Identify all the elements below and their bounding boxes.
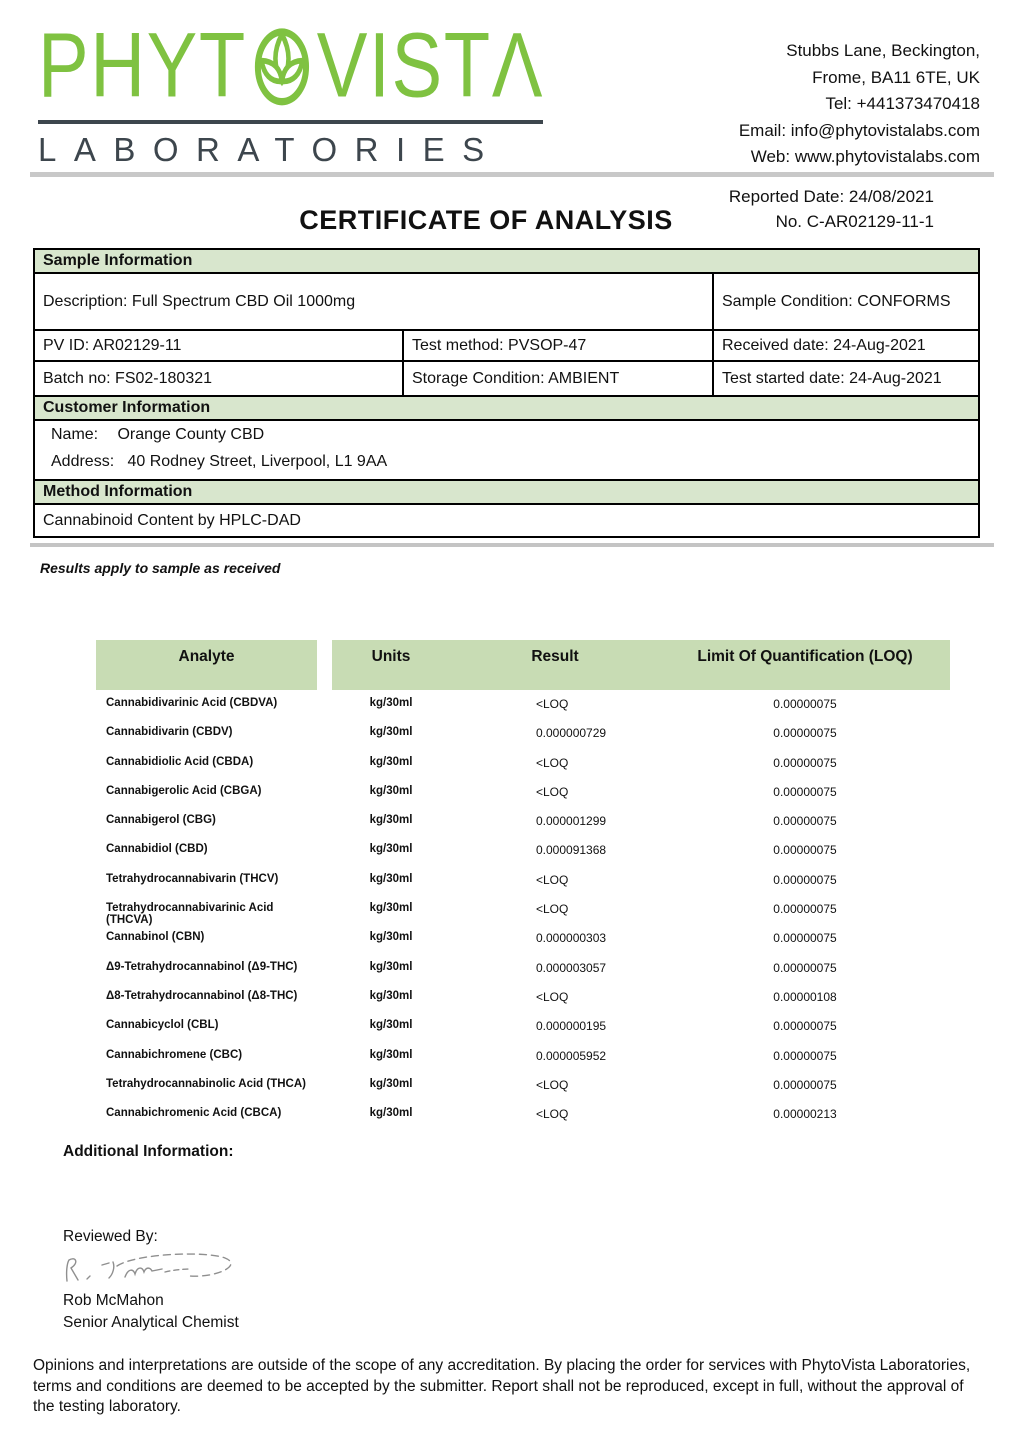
analyte-cell: Cannabidivarin (CBDV) bbox=[106, 726, 233, 739]
loq-cell: 0.00000075 bbox=[773, 784, 837, 799]
row-gap bbox=[317, 961, 332, 990]
report-number: No. C-AR02129-11-1 bbox=[775, 212, 934, 231]
loq-cell: 0.00000075 bbox=[773, 902, 837, 917]
analyte-cell: Tetrahydrocannabivarin (THCV) bbox=[106, 872, 279, 885]
loq-cell: 0.00000075 bbox=[773, 872, 837, 887]
loq-cell: 0.00000075 bbox=[773, 1077, 837, 1092]
loq-cell: 0.00000075 bbox=[773, 755, 837, 770]
loq-cell: 0.00000075 bbox=[773, 931, 837, 946]
header-divider bbox=[30, 172, 994, 177]
info-tables bbox=[33, 248, 978, 538]
row-gap bbox=[317, 756, 332, 785]
units-cell: kg/30ml bbox=[369, 960, 413, 973]
units-cell: kg/30ml bbox=[369, 1107, 413, 1120]
loq-cell: 0.00000075 bbox=[773, 697, 837, 711]
customer-address-label: Address: bbox=[51, 453, 115, 470]
row-gap bbox=[317, 1107, 332, 1136]
row-gap bbox=[317, 931, 332, 960]
logo-wordmark bbox=[38, 13, 544, 117]
customer-address-value: 40 Rodney Street, Liverpool, L1 9AA bbox=[127, 453, 388, 470]
signature-block bbox=[63, 1228, 252, 1332]
header-gap bbox=[317, 640, 332, 690]
row-gap bbox=[317, 1049, 332, 1078]
loq-cell: 0.00000075 bbox=[773, 1019, 837, 1034]
row-gap bbox=[317, 785, 332, 814]
row-gap bbox=[317, 902, 332, 931]
units-cell: kg/30ml bbox=[369, 843, 413, 856]
analyte-cell: Cannabichromenic Acid (CBCA) bbox=[106, 1107, 282, 1120]
disclaimer-line-1: Opinions and interpretations are outside of the scope of any accreditation. By placing the order for services with PhytoVista Laboratories, bbox=[33, 1357, 971, 1374]
reviewed-by-label: Reviewed By: bbox=[63, 1228, 158, 1245]
disclaimer-line-3: the testing laboratory. bbox=[33, 1398, 181, 1415]
units-cell: kg/30ml bbox=[369, 726, 413, 739]
result-cell: 0.000000729 bbox=[536, 726, 607, 741]
lab-contact-info bbox=[739, 38, 980, 171]
result-cell: <LOQ bbox=[536, 1107, 569, 1122]
customer-name-value: Orange County CBD bbox=[117, 426, 265, 443]
result-cell: 0.000001299 bbox=[536, 814, 607, 829]
row-gap bbox=[317, 697, 332, 726]
col-header-units: Units bbox=[332, 640, 450, 690]
result-cell: <LOQ bbox=[536, 989, 569, 1004]
table-row bbox=[96, 1019, 950, 1048]
logo-text-right: VISTΛ bbox=[316, 13, 544, 117]
sample-info-header: Sample Information bbox=[34, 249, 979, 273]
signature-scribble bbox=[57, 1250, 252, 1290]
customer-info-cell bbox=[34, 420, 979, 480]
result-cell: 0.000003057 bbox=[536, 960, 607, 975]
result-cell: <LOQ bbox=[536, 872, 569, 887]
table-row bbox=[96, 990, 950, 1019]
table-row bbox=[96, 961, 950, 990]
phytovista-logo bbox=[38, 13, 544, 169]
disclaimer bbox=[33, 1356, 985, 1418]
row-gap bbox=[317, 843, 332, 872]
row-gap bbox=[317, 814, 332, 843]
loq-cell: 0.00000213 bbox=[773, 1107, 837, 1122]
logo-subtitle: LABORATORIES bbox=[38, 120, 543, 169]
results-table bbox=[96, 640, 950, 1136]
disclaimer-line-2: terms and conditions are deemed to be accepted by the submitter. Report shall not be reproduced, except in full, without the approval of bbox=[33, 1377, 964, 1395]
loq-cell: 0.00000075 bbox=[773, 960, 837, 975]
results-note: Results apply to sample as received bbox=[40, 560, 281, 576]
storage-condition-cell: Storage Condition: AMBIENT bbox=[403, 361, 713, 396]
leaf-logo-icon bbox=[248, 25, 315, 106]
col-header-analyte: Analyte bbox=[96, 640, 317, 690]
units-cell: kg/30ml bbox=[369, 1077, 413, 1090]
result-cell: <LOQ bbox=[536, 755, 569, 770]
units-cell: kg/30ml bbox=[369, 1019, 413, 1032]
col-header-result: Result bbox=[450, 640, 660, 690]
units-cell: kg/30ml bbox=[369, 931, 413, 944]
results-table-header bbox=[96, 640, 950, 690]
table-row bbox=[96, 931, 950, 960]
additional-information-label: Additional Information: bbox=[63, 1143, 234, 1160]
table-row bbox=[96, 1078, 950, 1107]
contact-line-email: Email: info@phytovistalabs.com bbox=[738, 120, 980, 140]
result-cell: 0.000091368 bbox=[536, 843, 607, 858]
row-gap bbox=[317, 1078, 332, 1107]
pv-id-cell: PV ID: AR02129-11 bbox=[34, 330, 403, 361]
table-row bbox=[96, 1107, 950, 1136]
loq-cell: 0.00000108 bbox=[773, 989, 837, 1004]
method-cell: Cannabinoid Content by HPLC-DAD bbox=[34, 504, 979, 537]
units-cell: kg/30ml bbox=[369, 902, 413, 915]
result-cell: 0.000000303 bbox=[536, 931, 607, 946]
table-row bbox=[96, 843, 950, 872]
result-cell: <LOQ bbox=[536, 784, 569, 799]
table-row bbox=[96, 756, 950, 785]
analyte-cell: Cannabicyclol (CBL) bbox=[106, 1019, 219, 1032]
test-started-date-cell: Test started date: 24-Aug-2021 bbox=[713, 361, 979, 396]
table-row bbox=[96, 902, 950, 931]
table-row bbox=[96, 1049, 950, 1078]
loq-cell: 0.00000075 bbox=[773, 726, 837, 741]
result-cell: <LOQ bbox=[536, 697, 569, 711]
reviewer-title: Senior Analytical Chemist bbox=[63, 1314, 239, 1331]
customer-address-row bbox=[51, 453, 962, 471]
customer-name-label: Name: bbox=[51, 426, 99, 443]
table-row bbox=[96, 726, 950, 755]
units-cell: kg/30ml bbox=[369, 1048, 413, 1061]
units-cell: kg/30ml bbox=[369, 872, 413, 885]
analyte-cell: Δ9-Tetrahydrocannabinol (Δ9-THC) bbox=[106, 960, 298, 973]
analyte-cell: Cannabigerolic Acid (CBGA) bbox=[106, 784, 262, 797]
received-date-cell: Received date: 24-Aug-2021 bbox=[713, 330, 979, 361]
analyte-cell: Cannabidiolic Acid (CBDA) bbox=[106, 755, 254, 768]
units-cell: kg/30ml bbox=[369, 784, 413, 797]
contact-line-address1: Stubbs Lane, Beckington, bbox=[786, 41, 980, 60]
reported-date: Reported Date: 24/08/2021 bbox=[728, 187, 934, 206]
units-cell: kg/30ml bbox=[369, 697, 413, 709]
analyte-cell: Cannabichromene (CBC) bbox=[106, 1048, 243, 1061]
table-row bbox=[96, 814, 950, 843]
result-cell: <LOQ bbox=[536, 902, 569, 917]
analyte-cell: Cannabidivarinic Acid (CBDVA) bbox=[106, 697, 278, 709]
contact-line-web: Web: www.phytovistalabs.com bbox=[750, 147, 980, 166]
logo-text-left: PHYT bbox=[38, 13, 247, 117]
loq-cell: 0.00000075 bbox=[773, 1048, 837, 1063]
row-gap bbox=[317, 990, 332, 1019]
table-row bbox=[96, 785, 950, 814]
customer-name-row bbox=[51, 426, 962, 444]
test-method-cell: Test method: PVSOP-47 bbox=[403, 330, 713, 361]
result-cell: <LOQ bbox=[536, 1077, 569, 1092]
result-cell: 0.000000195 bbox=[536, 1019, 607, 1034]
result-cell: 0.000005952 bbox=[536, 1048, 607, 1063]
loq-cell: 0.00000075 bbox=[773, 843, 837, 858]
analyte-cell: Cannabigerol (CBG) bbox=[106, 814, 216, 827]
contact-line-address2: Frome, BA11 6TE, UK bbox=[812, 67, 980, 87]
row-gap bbox=[317, 1019, 332, 1048]
loq-cell: 0.00000075 bbox=[773, 814, 837, 829]
sample-info-table bbox=[33, 248, 980, 538]
analyte-cell: Δ8-Tetrahydrocannabinol (Δ8-THC) bbox=[106, 989, 298, 1002]
table-row bbox=[96, 873, 950, 902]
batch-no-cell: Batch no: FS02-180321 bbox=[34, 361, 403, 396]
page-title: CERTIFICATE OF ANALYSIS bbox=[299, 205, 673, 235]
contact-line-tel: Tel: +441373470418 bbox=[825, 94, 980, 113]
analyte-cell: Tetrahydrocannabivarinic Acid (THCVA) bbox=[106, 902, 274, 927]
results-body bbox=[96, 697, 950, 1136]
row-gap bbox=[317, 726, 332, 755]
table-row bbox=[96, 697, 950, 726]
analyte-cell: Cannabinol (CBN) bbox=[106, 931, 205, 944]
units-cell: kg/30ml bbox=[369, 814, 413, 827]
analyte-cell: Cannabidiol (CBD) bbox=[106, 843, 208, 856]
reviewer-name: Rob McMahon bbox=[63, 1292, 164, 1309]
units-cell: kg/30ml bbox=[369, 755, 413, 768]
method-info-header: Method Information bbox=[34, 480, 979, 504]
sample-description-cell: Description: Full Spectrum CBD Oil 1000mg bbox=[34, 273, 713, 330]
units-cell: kg/30ml bbox=[369, 989, 413, 1002]
analyte-cell: Tetrahydrocannabinolic Acid (THCA) bbox=[106, 1077, 306, 1090]
col-header-loq: Limit Of Quantification (LOQ) bbox=[660, 640, 950, 690]
row-gap bbox=[317, 873, 332, 902]
section-divider bbox=[30, 543, 994, 547]
customer-info-header: Customer Information bbox=[34, 396, 979, 420]
sample-condition-cell: Sample Condition: CONFORMS bbox=[713, 273, 979, 330]
